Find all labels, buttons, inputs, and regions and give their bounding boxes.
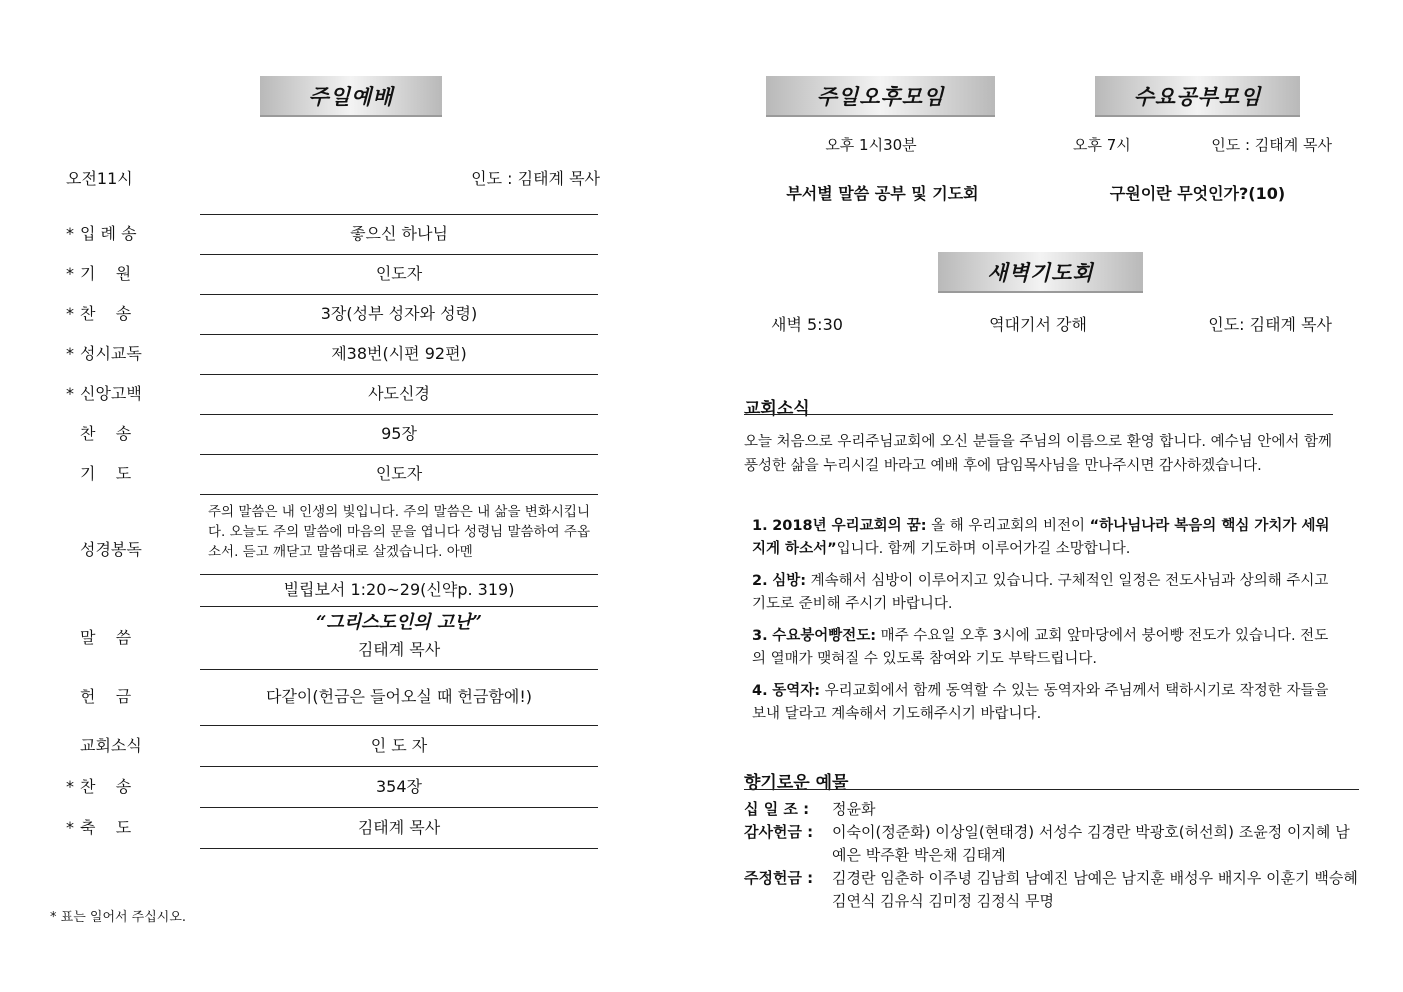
sermon-preacher: 김태계 목사 bbox=[357, 640, 441, 659]
offering-row-weekly bbox=[744, 867, 1359, 913]
news-item-1-post: 입니다. 함께 기도하며 이루어가길 소망합니다. bbox=[836, 541, 1131, 557]
news-item-4-num: 4. bbox=[752, 683, 768, 699]
service-label-5 bbox=[66, 414, 166, 454]
service-value-b2: 354장 bbox=[376, 777, 422, 796]
service-label-b0 bbox=[66, 669, 166, 725]
service-label-b1 bbox=[66, 725, 166, 766]
service-label-6 bbox=[66, 454, 166, 494]
stand-marker: * bbox=[66, 818, 74, 837]
service-value-0: 좋으신 하나님 bbox=[350, 224, 448, 243]
news-item-1 bbox=[752, 515, 1332, 561]
dawn-prayer-title-text: 새벽기도회 bbox=[987, 259, 1094, 285]
service-value-b3: 김태계 목사 bbox=[357, 818, 441, 837]
news-item-1-num: 1. bbox=[752, 518, 768, 534]
stand-marker: * bbox=[66, 344, 74, 363]
wednesday-leader: 인도 : 김태계 목사 bbox=[1211, 136, 1332, 154]
service-value-b1: 인 도 자 bbox=[370, 736, 428, 755]
wednesday-study-title bbox=[1095, 76, 1300, 117]
news-item-3-head: 수요붕어빵전도: bbox=[772, 628, 877, 644]
sermon-label bbox=[66, 606, 166, 669]
scripture-reference: 빌립보서 1:20~29(신약p. 319) bbox=[283, 580, 515, 599]
offering-row-thanks bbox=[744, 821, 1359, 867]
offering-key: 주정헌금 : bbox=[744, 869, 814, 887]
scripture-prayer: 주의 말씀은 내 인생의 빛입니다. 주의 말씀은 내 삶을 변화시킵니다. 오늘도 주의 말씀에 마음의 문을 엽니다 성령님 말씀하여 주옵소서. 듣고 깨닫고 말씀대로 살겠습니다. 아멘 bbox=[208, 504, 590, 560]
dawn-time: 새벽 5:30 bbox=[771, 315, 843, 334]
news-item-2 bbox=[752, 570, 1332, 616]
news-intro: 오늘 처음으로 우리주님교회에 오신 분들을 주님의 이름으로 환영 합니다. 예수님 안에서 함께 풍성한 삶을 누리시길 바라고 예배 후에 담임목사님을 만나주시면 감사하겠습니다. bbox=[744, 434, 1332, 474]
dawn-desc: 역대기서 강해 bbox=[989, 315, 1087, 334]
service-value-5: 95장 bbox=[381, 424, 417, 443]
service-label-text: 헌 금 bbox=[80, 687, 132, 706]
offerings-heading: 향기로운 예물 bbox=[744, 773, 849, 793]
service-value-1: 인도자 bbox=[375, 264, 423, 283]
worship-leader: 인도 : 김태계 목사 bbox=[471, 169, 600, 188]
service-label-2 bbox=[66, 294, 166, 334]
wednesday-time: 오후 7시 bbox=[1073, 136, 1131, 154]
service-label-text: 입 례 송 bbox=[80, 224, 137, 243]
news-item-1-text: 올 해 우리교회의 비전이 bbox=[926, 518, 1090, 534]
service-label-text: 성시교독 bbox=[80, 344, 142, 363]
dawn-prayer-title bbox=[938, 252, 1143, 293]
wednesday-desc: 구원이란 무엇인가?(10) bbox=[1109, 184, 1286, 203]
news-item-2-num: 2. bbox=[752, 573, 768, 589]
sermon-label-text: 말 씀 bbox=[80, 628, 132, 647]
offering-key: 감사헌금 : bbox=[744, 823, 814, 841]
stand-marker: * bbox=[66, 384, 74, 403]
offering-key: 십 일 조 : bbox=[744, 800, 810, 818]
stand-marker: * bbox=[66, 264, 74, 283]
service-label-text: 교회소식 bbox=[80, 736, 142, 755]
news-item-4-text: 우리교회에서 함께 동역할 수 있는 동역자와 주님께서 택하시기로 작정한 자들을 보내 달라고 계속해서 기도해주시기 바랍니다. bbox=[752, 683, 1329, 722]
news-item-2-text: 계속해서 심방이 이루어지고 있습니다. 구체적인 일정은 전도사님과 상의해 주시고 기도로 준비해 주시기 바랍니다. bbox=[752, 573, 1329, 612]
news-item-3 bbox=[752, 625, 1332, 671]
service-label-text: 기 원 bbox=[80, 264, 132, 283]
news-heading-rule bbox=[744, 414, 1333, 415]
service-label-0 bbox=[66, 214, 166, 254]
news-item-3-num: 3. bbox=[752, 628, 768, 644]
service-label-4 bbox=[66, 374, 166, 414]
stand-marker: * bbox=[66, 304, 74, 323]
worship-time: 오전11시 bbox=[66, 169, 133, 188]
offering-row-tithe bbox=[744, 798, 1359, 821]
row-rule bbox=[200, 494, 598, 495]
service-label-b2 bbox=[66, 766, 166, 807]
offering-names: 김경란 임춘하 이주녕 김남희 남예진 남예은 남지훈 배성우 배지우 이훈기 백승혜 김연식 김유식 김미정 김정식 무명 bbox=[832, 869, 1358, 910]
row-rule bbox=[200, 848, 598, 849]
dawn-leader: 인도: 김태계 목사 bbox=[1208, 315, 1332, 334]
offering-names: 이숙이(정준화) 이상일(현태경) 서성수 김경란 박광호(허선희) 조윤정 이지혜 남예은 박주환 박은채 김태계 bbox=[832, 823, 1350, 864]
news-item-4-head: 동역자: bbox=[772, 683, 821, 699]
service-label-1 bbox=[66, 254, 166, 294]
service-value-4: 사도신경 bbox=[368, 384, 430, 403]
afternoon-meeting-title-text: 주일오후모임 bbox=[816, 83, 945, 109]
news-item-4 bbox=[752, 680, 1332, 726]
afternoon-time: 오후 1시30분 bbox=[825, 136, 917, 154]
service-label-b3 bbox=[66, 807, 166, 848]
stand-marker: * bbox=[66, 777, 74, 796]
service-label-text: 축 도 bbox=[80, 818, 132, 837]
standing-footnote: * 표는 일어서 주십시오. bbox=[50, 910, 187, 925]
service-label-3 bbox=[66, 334, 166, 374]
worship-title-text: 주일예배 bbox=[308, 83, 394, 109]
news-heading: 교회소식 bbox=[744, 399, 810, 419]
news-item-3-text: 매주 수요일 오후 3시에 교회 앞마당에서 붕어빵 전도가 있습니다. 전도의 열매가 맺혀질 수 있도록 참여와 기도 부탁드립니다. bbox=[752, 628, 1329, 667]
service-label-text: 찬 송 bbox=[80, 777, 132, 796]
service-value-3: 제38번(시편 92편) bbox=[331, 344, 467, 363]
sermon-title: “그리스도인의 고난” bbox=[315, 612, 483, 633]
stand-marker: * bbox=[66, 224, 74, 243]
wednesday-study-title-text: 수요공부모임 bbox=[1133, 83, 1262, 109]
service-value-2: 3장(성부 성자와 성령) bbox=[320, 304, 478, 323]
row-rule bbox=[200, 606, 598, 607]
service-value-6: 인도자 bbox=[375, 464, 423, 483]
news-item-2-head: 심방: bbox=[772, 573, 807, 589]
news-item-1-bold: “하나님나라 복음의 핵심 가치가 세워지게 하소서” bbox=[752, 518, 1330, 557]
service-label-text: 신앙고백 bbox=[80, 384, 142, 403]
service-value-b0: 다같이(헌금은 들어오실 때 헌금함에!) bbox=[266, 687, 532, 706]
worship-title bbox=[260, 76, 442, 117]
service-label-text: 찬 송 bbox=[80, 304, 132, 323]
news-item-1-head: 2018년 우리교회의 꿈: bbox=[772, 518, 927, 534]
service-label-text: 기 도 bbox=[80, 464, 132, 483]
scripture-label bbox=[66, 494, 166, 606]
offerings-heading-rule bbox=[744, 789, 1359, 790]
afternoon-meeting-title bbox=[766, 76, 995, 117]
afternoon-desc: 부서별 말씀 공부 및 기도회 bbox=[786, 184, 979, 203]
service-label-text: 찬 송 bbox=[80, 424, 132, 443]
offering-names: 정윤화 bbox=[832, 800, 876, 818]
scripture-label-text: 성경봉독 bbox=[80, 540, 142, 559]
